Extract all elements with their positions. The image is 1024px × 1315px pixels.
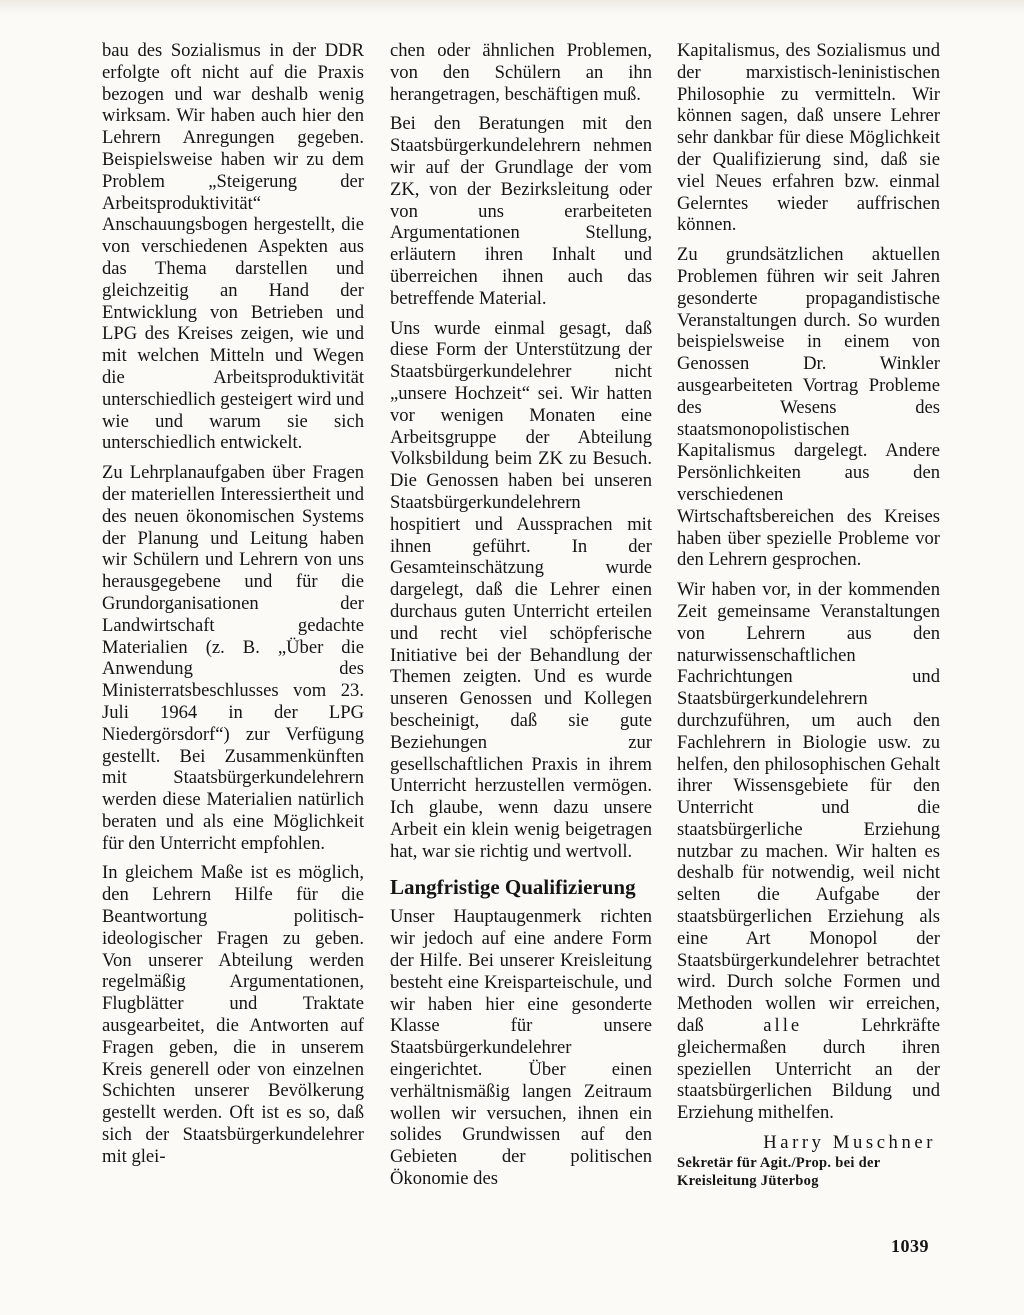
paragraph: In gleichem Maße ist es möglich, den Lehrern Hilfe für die Beantwortung politisch-ideologischer Fragen zu geben. Von unserer Abteilung werden regelmäßig Argumentationen, Flugblätter und Traktate ausgearbeitet, die Antworten auf Fragen geben, die in unserem Kreis generell oder von einzelnen Schichten unserer Bevölkerung gestellt werden. Oft ist es so, daß sich der Staatsbürgerkundelehrer mit glei- (102, 862, 364, 1167)
paragraph (677, 579, 940, 1124)
emphasized-word: alle (763, 1015, 803, 1037)
paragraph: bau des Sozialismus in der DDR erfolgte oft nicht auf die Praxis bezogen und war deshalb wenig wirksam. Wir haben auch hier den Lehrern Anregungen gegeben. Beispielsweise haben wir zu dem Problem „Steigerung der Arbeitsproduktivität“ Anschauungsbogen hergestellt, die von verschiedenen Aspekten aus das Thema darstellen und gleichzeitig an Hand der Entwicklung von Betrieben und LPG des Kreises zeigen, wie und mit welchen Mitteln und Wegen die Arbeitsproduktivität unterschiedlich gesteigert wird und wie und warum sie sich unterschiedlich entwickelt. (102, 40, 364, 454)
author-name: Harry Muschner (763, 1132, 936, 1154)
paragraph: Zu grundsätzlichen aktuellen Problemen führen wir seit Jahren gesonderte propagandistische Veranstaltungen durch. So wurden beispielsweise in einem von Genossen Dr. Winkler ausgearbeiteten Vortrag Probleme des Wesens des staatsmonopolistischen Kapitalismus dargelegt. Andere Persönlichkeiten aus den verschiedenen Wirtschaftsbereichen des Kreises haben über spezielle Probleme vor den Lehrern gesprochen. (677, 244, 940, 571)
paragraph: Zu Lehrplanaufgaben über Fragen der materiellen Interessiertheit und des neuen ökonomischen Systems der Planung und Leitung haben wir Schülern und Lehrern von uns herausgegebene und für die Grundorganisationen der Landwirtschaft gedachte Materialien (z. B. „Über die Anwendung des Ministerratsbeschlusses vom 23. Juli 1964 in der LPG Niedergörsdorf“) zur Verfügung gestellt. Bei Zusammenkünften mit Staatsbürgerkundelehrern werden diese Materialien natürlich beraten und als eine Möglichkeit für den Unterricht empfohlen. (102, 462, 364, 854)
text-column-2 (390, 40, 652, 1198)
paragraph-text: Wir haben vor, in der kommenden Zeit gemeinsame Veranstaltungen von Lehrern aus den naturwissenschaftlichen Fachrichtungen und Staatsbürgerkundelehrern durchzuführen, um auch den Fachlehrern in Biologie usw. zu helfen, den philosophischen Gehalt ihrer Wissensgebiete für den Unterricht und die staatsbürgerliche Erziehung nutzbar zu machen. Wir halten es deshalb für notwendig, weil nicht selten die Aufgabe der staatsbürgerlichen Erziehung als eine Art Monopol der Staatsbürgerkundelehrer betrachtet wird. Durch solche Formen und Methoden wollen wir erreichen, daß (677, 579, 940, 1037)
author-role-line: Kreisleitung Jüterbog (677, 1173, 819, 1190)
section-heading: Langfristige Qualifizierung (390, 875, 636, 900)
paragraph: Kapitalismus, des Sozialismus und der marxistisch-leninistischen Philosophie zu vermitteln. Wir können sagen, daß unsere Lehrer sehr dankbar für diese Möglichkeit der Qualifizierung sind, daß sie viel Neues erfahren bzw. einmal Gelerntes wieder auffrischen können. (677, 40, 940, 236)
page-top-edge (0, 0, 1024, 14)
paragraph: Unser Hauptaugenmerk richten wir jedoch auf eine andere Form der Hilfe. Bei unserer Kreisleitung besteht eine Kreisparteischule, und wir haben hier eine gesonderte Klasse für unsere Staatsbürgerkundelehrer eingerichtet. Über einen verhältnismäßig langen Zeitraum wollen wir versuchen, ihnen ein solides Grundwissen auf den Gebieten der politischen Ökonomie des (390, 906, 652, 1190)
page-number: 1039 (891, 1236, 929, 1256)
text-column-1 (102, 40, 364, 1176)
paragraph: Uns wurde einmal gesagt, daß diese Form der Unterstützung der Staatsbürgerkundelehrer nicht „unsere Hochzeit“ sei. Wir hatten vor wenigen Monaten eine Arbeitsgruppe der Abteilung Volksbildung beim ZK zu Besuch. Die Genossen haben bei unseren Staatsbürgerkundelehrern hospitiert und Aussprachen mit ihnen geführt. In der Gesamteinschätzung wurde dargelegt, daß die Lehrer einen durchaus guten Unterricht erteilen und recht viel schöpferische Initiative bei der Behandlung der Themen zeigten. Und es wurde unseren Genossen und Kollegen bescheinigt, daß sie gute Beziehungen zur gesellschaftlichen Praxis in ihrem Unterricht herzustellen vermögen. Ich glaube, wenn dazu unsere Arbeit ein klein wenig beigetragen hat, war sie richtig und wertvoll. (390, 317, 652, 862)
paragraph: Bei den Beratungen mit den Staatsbürgerkundelehrern nehmen wir auf der Grundlage der vom ZK, von der Bezirksleitung oder von uns erarbeiteten Argumentationen Stellung, erläutern ihren Inhalt und überreichen ihnen auch das betreffende Material. (390, 113, 652, 309)
author-role-line: Sekretär für Agit./Prop. bei der (677, 1155, 881, 1172)
author-role (677, 1154, 940, 1190)
paragraph-text: Lehrkräfte gleichermaßen durch ihren speziellen Unterricht an der staatsbürgerlichen Bildung und Erziehung mithelfen. (677, 1015, 940, 1124)
paragraph: chen oder ähnlichen Problemen, von den Schülern an ihn herangetragen, beschäftigen muß. (390, 40, 652, 105)
text-column-3 (677, 40, 940, 1190)
